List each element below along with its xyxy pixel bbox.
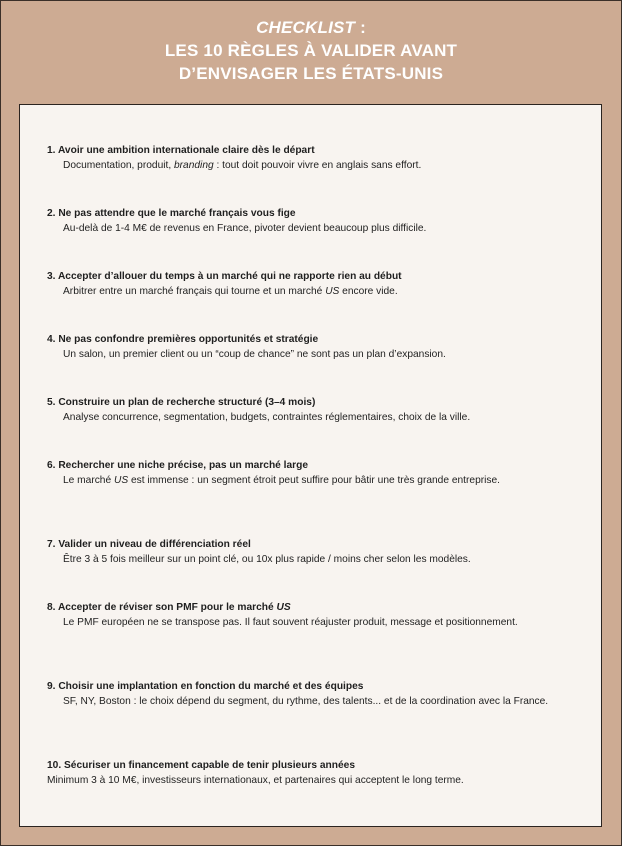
rule-title-2: 2. Ne pas attendre que le marché français vous fige xyxy=(47,208,296,219)
rule-title-8-part-a: 8. Accepter de réviser son PMF pour le marché xyxy=(47,602,277,613)
rule-desc-6-part-a: Le marché xyxy=(63,475,114,486)
rule-title-10: 10. Sécuriser un financement capable de tenir plusieurs années xyxy=(47,760,356,771)
rule-desc-4: Un salon, un premier client ou un “coup de chance” ne sont pas un plan d’expansion. xyxy=(63,349,446,360)
rule-title-5: 5. Construire un plan de recherche structuré (3–4 mois) xyxy=(47,397,316,408)
rule-title-8-italic: US xyxy=(276,602,291,613)
rule-title-1: 1. Avoir une ambition internationale claire dès le départ xyxy=(47,145,315,156)
rule-desc-9: SF, NY, Boston : le choix dépend du segment, du rythme, des talents... et de la coordination avec la France. xyxy=(63,696,549,707)
title-line-1: LES 10 RÈGLES À VALIDER AVANT xyxy=(164,41,458,60)
rule-item-8 xyxy=(47,600,580,631)
rule-desc-1-italic: branding xyxy=(174,160,214,171)
rule-desc-1-part-b: : tout doit pouvoir vivre en anglais sans effort. xyxy=(213,160,422,171)
rule-item-10 xyxy=(47,758,580,789)
rule-desc-3-italic: US xyxy=(325,286,340,297)
rule-title-3: 3. Accepter d’allouer du temps à un marché qui ne rapporte rien au début xyxy=(47,271,402,282)
rule-item-9 xyxy=(47,679,580,710)
checklist-colon: : xyxy=(355,18,366,37)
rule-item-4 xyxy=(47,332,580,363)
rule-title-9: 9. Choisir une implantation en fonction du marché et des équipes xyxy=(47,681,364,692)
rule-desc-8: Le PMF européen ne se transpose pas. Il faut souvent réajuster produit, message et positionnement. xyxy=(63,617,518,628)
rule-desc-6 xyxy=(47,473,580,489)
rule-item-2 xyxy=(47,206,580,237)
rule-title-4: 4. Ne pas confondre premières opportunités et stratégie xyxy=(47,334,319,345)
rule-item-7 xyxy=(47,537,580,568)
rule-item-1 xyxy=(47,143,580,174)
rule-item-3 xyxy=(47,269,580,300)
rule-desc-10: Minimum 3 à 10 M€, investisseurs internationaux, et partenaires qui acceptent le long terme. xyxy=(47,775,464,786)
rule-desc-6-part-b: est immense : un segment étroit peut suffire pour bâtir une très grande entreprise. xyxy=(128,475,500,486)
checklist-header xyxy=(1,1,621,105)
checklist-label: CHECKLIST xyxy=(256,18,356,37)
rule-desc-3-part-b: encore vide. xyxy=(339,286,398,297)
rule-desc-3 xyxy=(47,284,580,300)
rule-title-8 xyxy=(47,600,580,615)
header-line-checklist xyxy=(1,16,621,39)
rule-desc-1-part-a: Documentation, produit, xyxy=(63,160,174,171)
rules-panel xyxy=(19,104,602,827)
rule-item-5 xyxy=(47,395,580,426)
rule-desc-2: Au-delà de 1-4 M€ de revenus en France, pivoter devient beaucoup plus difficile. xyxy=(63,223,427,234)
rule-title-6: 6. Rechercher une niche précise, pas un marché large xyxy=(47,460,309,471)
rule-desc-7: Être 3 à 5 fois meilleur sur un point clé, ou 10x plus rapide / moins cher selon les modèles. xyxy=(63,554,471,565)
rule-desc-6-italic: US xyxy=(113,475,129,486)
rule-title-7: 7. Valider un niveau de différenciation réel xyxy=(47,539,251,550)
title-line-2: D’ENVISAGER LES ÉTATS-UNIS xyxy=(178,64,444,83)
rule-desc-3-part-a: Arbitrer entre un marché français qui tourne et un marché xyxy=(63,286,326,297)
rule-desc-5: Analyse concurrence, segmentation, budgets, contraintes réglementaires, choix de la ville. xyxy=(63,412,471,423)
rule-item-6 xyxy=(47,458,580,489)
rule-desc-1 xyxy=(47,158,580,174)
